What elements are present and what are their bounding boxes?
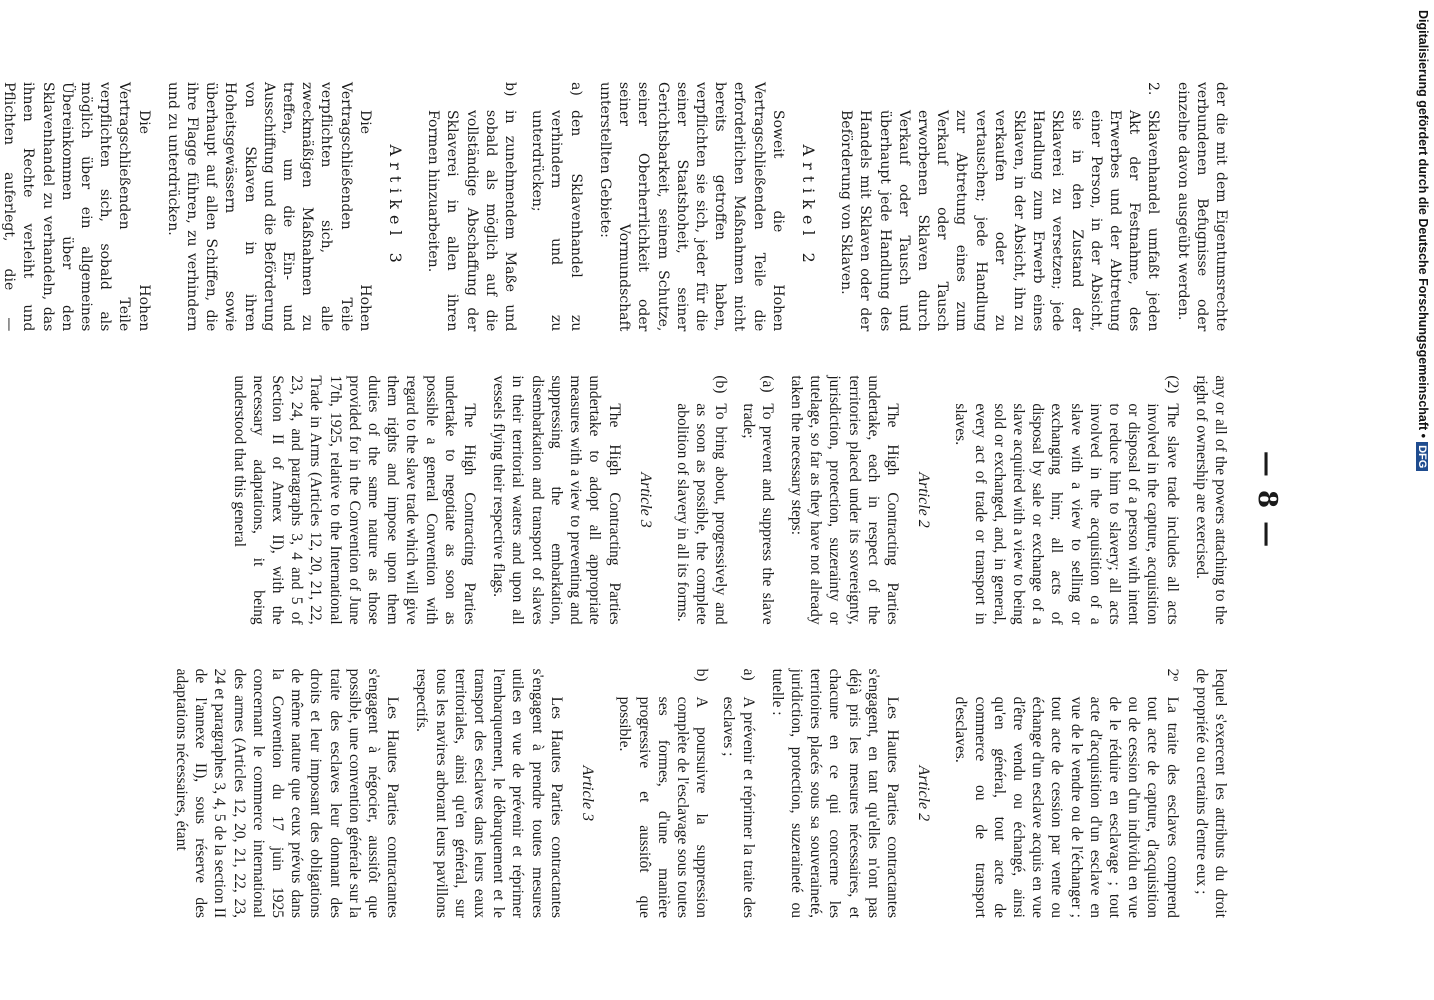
german-item-2 [836,82,1162,331]
german-item-a-marker: a) [567,82,584,96]
german-intro: der die mit dem Eigentumsrechte verbundenen Befugnisse oder einzelne davon ausgeübt werden. [1174,82,1229,332]
digitization-credit-text: Digitalisierung gefördert durch die Deutsche Forschungsgemeinschaft • [1416,10,1430,439]
english-item-2-text: The slave trade includes all acts involved in the capture, acquisition or disposal of a person with intent to reduce him to slavery; all acts involved in the acquisition of a slave with a view to selling or exchanging him; all acts of disposal by sale or exchange of a slave acquired with a view to being sold or exchanged, and, in general, every act of trade or transport in slaves. [952,403,1181,625]
german-item-2-marker: 2. [1145,82,1162,96]
english-article-3-body-2: The High Contracting Parties undertake to negotiate as soon as possible a general Convention with regard to the slave trade which will give them rights and impose upon them duties of the same nature as those provided for in the Convention of June 17th, 1925, relative to the International Trade in Arms (Articles 12, 20, 21, 22, 23, 24, and paragraphs 3, 4 and 5 of Section II of Annex II), with the necessary adaptations, it being understood that this general [230,375,479,625]
french-column [120,647,1230,940]
french-article-2-heading: Article 2 [915,765,933,822]
french-item-a-text: A prévenir et réprimer la traite des esclaves ; [720,696,757,918]
french-item-2-marker: 2º [1163,668,1181,682]
english-article-3-body-1: The High Contracting Parties undertake to adopt all appropriate measures with a view to preventing and suppressing the embarkation, disembarkation and transport of slaves in their territorial waters and upon all vessels flying their respective flags. [490,375,623,625]
english-article-2-body: The High Contracting Parties undertake, each in respect of the territories placed under its sovereignty, jurisdiction, protection, suzerainty or tutelage, so far as they have not already taken the necessary steps: [787,375,901,625]
german-article-2-heading: Artikel 2 [798,144,818,269]
english-article-3-heading: Article 3 [636,472,654,528]
french-item-a [719,669,757,918]
english-item-b-marker: (b) [712,375,730,394]
english-item-b [673,375,731,624]
english-item-a-marker: (a) [758,375,776,393]
rotated-page-content [1,60,1290,940]
german-article-3-body-2: Die Hohen Vertragschließenden Teile verpflichten sich, sobald als möglich über ein allgemeines Übereinkommen über den Sklavenhandel zu verhandeln, das ihnen Rechte verleiht und Pflichten auferlegt, die — [1,82,152,332]
english-item-b-text: To bring about, progressively and as soon as possible, the complete abolition of slavery in all its forms. [673,403,730,625]
english-intro: any or all of the powers attaching to the right of ownership are exercised. [1192,375,1229,625]
page-number: — 8 — [1252,450,1282,550]
text-columns [1,60,1230,940]
german-item-b [423,82,519,331]
french-item-2-text: La traite des esclaves comprend tout acte de capture, d'acquisition ou de cession d'un individu en vue de le réduire en esclavage ; tout acte d'acquisition d'un esclave en vue de le vendre ou de l'échanger ; tout acte de cession par vente ou échange d'un esclave acquis en vue d'être vendu ou échangé, ainsi qu'en général, tout acte de commerce ou de transport d'esclaves. [952,696,1181,918]
french-intro: lequel s'exercent les attributs du droit de propriété ou certains d'entre eux ; [1192,668,1229,918]
french-item-b-marker: b) [693,668,711,682]
german-item-b-text: in zunehmendem Maße und sobald als möglich auf die vollständige Abschaffung der Sklaverei in allen ihren Formen hinzuarbeiten. [425,110,519,332]
english-article-2-heading: Article 2 [915,472,933,528]
digitization-credit [1408,10,1430,990]
german-article-3-heading: Artikel 3 [386,144,406,269]
french-item-2 [951,669,1181,918]
english-item-2 [951,375,1181,624]
french-article-3-body-2: Les Hautes Parties contractantes s'engagent à négocier, aussitôt que possible, une convention générale sur la traite des esclaves leur donnant des droits et leur imposant des obligations de même nature que ceux prévus dans la Convention du 17 juin 1925 concernant le commerce international des armes (Articles 12, 20, 21, 22, 23, 24 et paragraphes 3, 4, 5 de la section II de l'annexe II), sous réserve des adaptations nécessaires, étant [173,668,402,918]
english-column [120,353,1230,646]
french-article-3-body-1: Les Hautes Parties contractantes s'engagent à prendre toutes mesures utiles en vue de prévenir et réprimer l'embarquement, le débarquement et le transport des esclaves dans leurs eaux territoriales, ainsi qu'en général, sur tous les navires arborant leurs pavillons respectifs. [413,668,565,918]
german-article-2-body: Soweit die Hohen Vertragschließenden Teile die erforderlichen Maßnahmen nicht bereits getroffen haben, verpflichten sie sich, jeder für die seiner Staatshoheit, seiner Gerichtsbarkeit, seinem Schutze, seiner Oberherrlichkeit oder seiner Vormundschaft unterstellten Gebiete: [596,82,786,332]
german-item-2-text: Sklavenhandel umfaßt jeden Akt der Festnahme, des Erwerbes und der Abtretung einer Person, in der Absicht, sie in den Zustand der Sklaverei zu versetzen; jede Handlung zum Erwerb eines Sklaven, in der Absicht, ihn zu verkaufen oder zu vertauschen; jede Handlung zur Abtretung eines zum Verkauf oder Tausch erworbenen Sklaven durch Verkauf oder Tausch und überhaupt jede Handlung des Handels mit Sklaven oder der Beförderung von Sklaven. [838,110,1162,332]
english-item-a-text: To prevent and suppress the slave trade; [739,403,776,625]
german-item-a [527,82,585,331]
german-column [1,60,1230,353]
french-item-b [615,669,711,918]
french-item-b-text: A poursuivre la suppression complète de l'esclavage sous toutes ses formes, d'une manière progressive et aussitôt que possible. [616,696,711,918]
english-item-2-marker: (2) [1163,375,1181,394]
german-item-b-marker: b) [502,82,519,97]
french-article-3-heading: Article 3 [579,765,597,822]
dfg-logo: DFG [1416,442,1428,471]
french-article-2-body: Les Hautes Parties contractantes s'engagent, en tant qu'elles n'ont pas déjà pris les mesures nécessaires, et chacune en ce qui concerne les territoires placés sous sa souveraineté, juridiction, protection, suzeraineté ou tutelle : [768,668,901,918]
french-item-a-marker: a) [739,668,757,681]
german-item-a-text: den Sklavenhandel zu verhindern und zu unterdrücken; [529,110,584,332]
english-item-a [738,375,776,624]
german-article-3-body-1: Die Hohen Vertragschließenden Teile verpflichten sich, alle zweckmäßigen Maßnahmen zu treffen, um die Ein- und Ausschiffung und die Beförderung von Sklaven in ihren Hoheitsgewässern sowie überhaupt auf allen Schiffen, die ihre Flagge führen, zu verhindern und zu unterdrücken. [164,82,373,332]
